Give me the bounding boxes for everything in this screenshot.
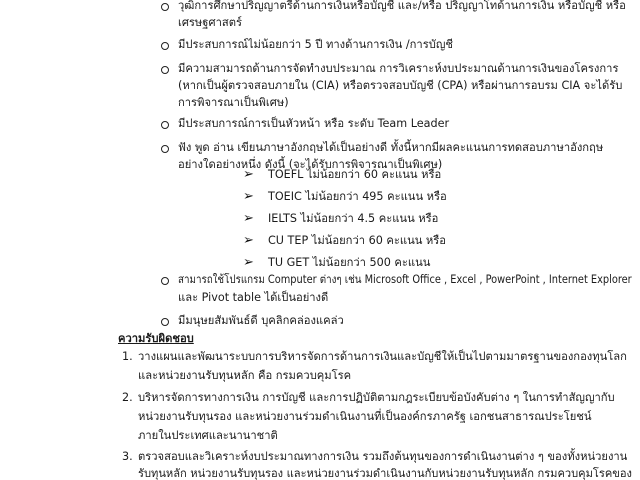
qualification-line: มีความสามารถด้านการจัดทำงบประมาณ การวิเคราะห์งบประมาณด้านการเงินของโครงการ <box>178 62 619 75</box>
qualification-line: มีประสบการณ์การเป็นหัวหน้า หรือ ระดับ Team Leader <box>178 117 450 130</box>
item-number: 2. <box>122 391 133 404</box>
arrow-bullet-icon: ➢ <box>243 189 254 204</box>
arrow-bullet-icon: ➢ <box>243 233 254 248</box>
item-number: 3. <box>122 450 133 463</box>
item-number: 1. <box>122 350 133 363</box>
bullet-icon <box>161 318 169 326</box>
bullet-icon <box>161 277 169 285</box>
responsibility-line: ภายในประเทศและนานาชาติ <box>138 429 278 442</box>
english-test-item: CU TEP ไม่น้อยกว่า 60 คะแนน หรือ <box>268 234 447 247</box>
qualification-line: เศรษฐศาสตร์ <box>178 16 242 29</box>
responsibility-line: บริหารจัดการทางการเงิน การบัญชี และการปฏิบัติตามกฎระเบียบข้อบังคับต่าง ๆ ในการทำสัญญากับ <box>138 391 615 404</box>
responsibilities-heading: ความรับผิดชอบ <box>118 332 194 345</box>
qualification-line: มีมนุษยสัมพันธ์ดี บุคลิกคล่องแคล่ว <box>178 314 344 327</box>
english-test-item: TOEFL ไม่น้อยกว่า 60 คะแนน หรือ <box>268 168 442 181</box>
arrow-bullet-icon: ➢ <box>243 167 254 182</box>
bullet-icon <box>161 145 169 153</box>
english-test-item: TOEIC ไม่น้อยกว่า 495 คะแนน หรือ <box>268 190 447 203</box>
responsibility-line: หน่วยงานรับทุนรอง และหน่วยงานร่วมดำเนินงานที่เป็นองค์กรภาครัฐ เอกชนสาธารณประโยชน์ <box>138 410 592 423</box>
qualification-line: และ Pivot table ได้เป็นอย่างดี <box>178 291 329 304</box>
qualification-line: อย่างใดอย่างหนึ่ง ดังนี้ (จะได้รับการพิจารณาเป็นพิเศษ) <box>178 158 443 171</box>
qualification-line: (หากเป็นผู้ตรวจสอบภายใน (CIA) หรือตรวจสอบบัญชี (CPA) หรือผ่านการอบรม CIA จะได้รับ <box>178 79 623 92</box>
english-test-item: IELTS ไม่น้อยกว่า 4.5 คะแนน หรือ <box>268 212 439 225</box>
arrow-bullet-icon: ➢ <box>243 211 254 226</box>
qualification-line: มีประสบการณ์ไม่น้อยกว่า 5 ปี ทางด้านการเงิน /การบัญชี <box>178 38 453 51</box>
qualification-line: สามารถใช้โปรแกรม Computer ต่างๆ เช่น Microsoft Office , Excel , PowerPoint , Internet Explorer <box>178 273 632 286</box>
qualification-line: ฟัง พูด อ่าน เขียนภาษาอังกฤษได้เป็นอย่างดี ทั้งนี้หากมีผลคะแนนการทดสอบภาษาอังกฤษ <box>178 141 604 154</box>
responsibility-line: วางแผนและพัฒนาระบบการบริหารจัดการด้านการเงินและบัญชีให้เป็นไปตามมาตรฐานของกองทุนโลก <box>138 350 627 363</box>
bullet-icon <box>161 3 169 11</box>
qualification-line: การพิจารณาเป็นพิเศษ) <box>178 96 289 109</box>
responsibility-line: ตรวจสอบและวิเคราะห์งบประมาณทางการเงิน รวมถึงต้นทุนของการดำเนินงานต่าง ๆ ของทั้งหน่วยงาน <box>138 450 628 463</box>
bullet-icon <box>161 42 169 50</box>
bullet-icon <box>161 66 169 74</box>
responsibility-line: และหน่วยงานรับทุนหลัก คือ กรมควบคุมโรค <box>138 369 352 382</box>
english-test-item: TU GET ไม่น้อยกว่า 500 คะแนน <box>268 256 431 269</box>
qualification-line: วุฒิการศึกษาปริญญาตรีด้านการเงินหรือบัญชี และ/หรือ ปริญญาโทด้านการเงิน หรือบัญชี หรือ <box>178 0 626 12</box>
arrow-bullet-icon: ➢ <box>243 255 254 270</box>
responsibility-line: รับทุนหลัก หน่วยงานรับทุนรอง และหน่วยงานร่วมดำเนินงานกับหน่วยงานรับทุนหลัก กรมควบคุมโรคของ <box>138 467 632 480</box>
bullet-icon <box>161 121 169 129</box>
